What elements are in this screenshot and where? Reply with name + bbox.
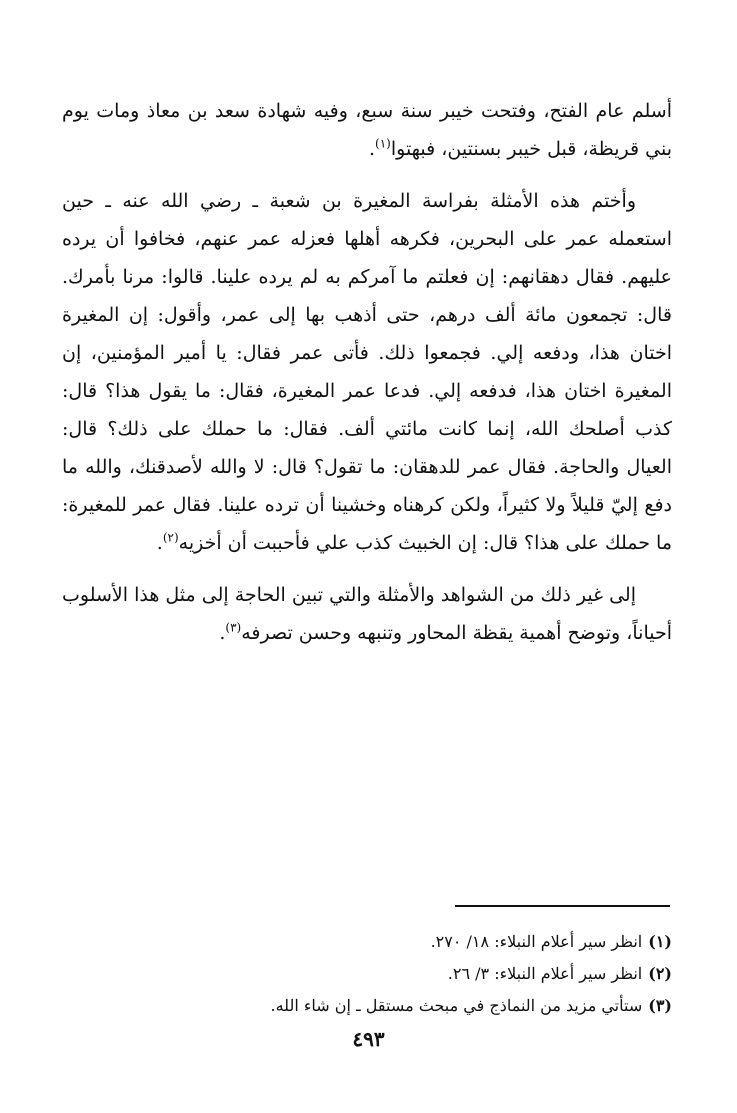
footnote-ref: (٣) bbox=[225, 620, 242, 635]
paragraph-text: أسلم عام الفتح، وفتحت خيبر سنة سبع، وفيه شهادة سعد بن معاذ ومات يوم بني قريظة، قبل خيبر بسنتين، فبهتوا bbox=[62, 100, 672, 160]
paragraph-end: . bbox=[156, 532, 163, 554]
page-number: ٤٩٣ bbox=[352, 1027, 385, 1051]
body-text bbox=[62, 92, 672, 666]
footnotes bbox=[62, 926, 672, 1022]
footnote-number: (٢) bbox=[648, 964, 672, 983]
paragraph-2 bbox=[62, 182, 672, 562]
footnote-ref: (٢) bbox=[162, 530, 179, 545]
footnote-number: (٣) bbox=[648, 996, 672, 1015]
footnote-text: انظر سير أعلام النبلاء: ٣/ ٢٦. bbox=[447, 964, 643, 983]
paragraph-end: . bbox=[368, 138, 376, 160]
footnote-1 bbox=[62, 926, 672, 958]
paragraph-end: . bbox=[219, 622, 226, 644]
footnote-divider bbox=[455, 905, 670, 907]
footnote-ref: (١) bbox=[375, 136, 391, 151]
footnote-number: (١) bbox=[648, 932, 672, 951]
footnote-text: انظر سير أعلام النبلاء: ١٨/ ٢٧٠. bbox=[430, 932, 643, 951]
footnote-3 bbox=[62, 990, 672, 1022]
paragraph-text: وأختم هذه الأمثلة بفراسة المغيرة بن شعبة ـ رضي الله عنه ـ حين استعمله عمر على البحرين، فكرهه أهلها فعزله عمر عنهم، فخافوا أن يرده عليهم. فقال دهقانهم: إن فعلتم ما آمركم به لم يرده علينا. قالوا: مرنا بأمرك. قال: تجمعون مائة ألف درهم، حتى أذهب بها إلى عمر، وأقول: إن المغيرة اختان هذا، ودفعه إلي. فجمعوا ذلك. فأتى عمر فقال: يا أمير المؤمنين، إن المغيرة اختان هذا، فدفعه إلي. فدعا عمر المغيرة، فقال: ما يقول هذا؟ قال: كذب أصلحك الله، إنما كانت مائتي ألف. فقال: ما حملك على ذلك؟ قال: العيال والحاجة. فقال عمر للدهقان: ما تقول؟ قال: لا والله لأصدقنك، والله ما دفع إليّ قليلاً ولا كثيراً، ولكن كرهناه وخشينا أن ترده علينا. فقال عمر للمغيرة: ما حملك على هذا؟ قال: إن الخبيث كذب علي فأحببت أن أخزيه bbox=[62, 190, 672, 554]
paragraph-1 bbox=[62, 92, 672, 168]
paragraph-text: إلى غير ذلك من الشواهد والأمثلة والتي تبين الحاجة إلى مثل هذا الأسلوب أحياناً، وتوضح أهمية يقظة المحاور وتنبهه وحسن تصرفه bbox=[62, 584, 672, 644]
footnote-2 bbox=[62, 958, 672, 990]
footnote-text: ستأتي مزيد من النماذج في مبحث مستقل ـ إن شاء الله. bbox=[270, 996, 643, 1015]
paragraph-3 bbox=[62, 576, 672, 652]
